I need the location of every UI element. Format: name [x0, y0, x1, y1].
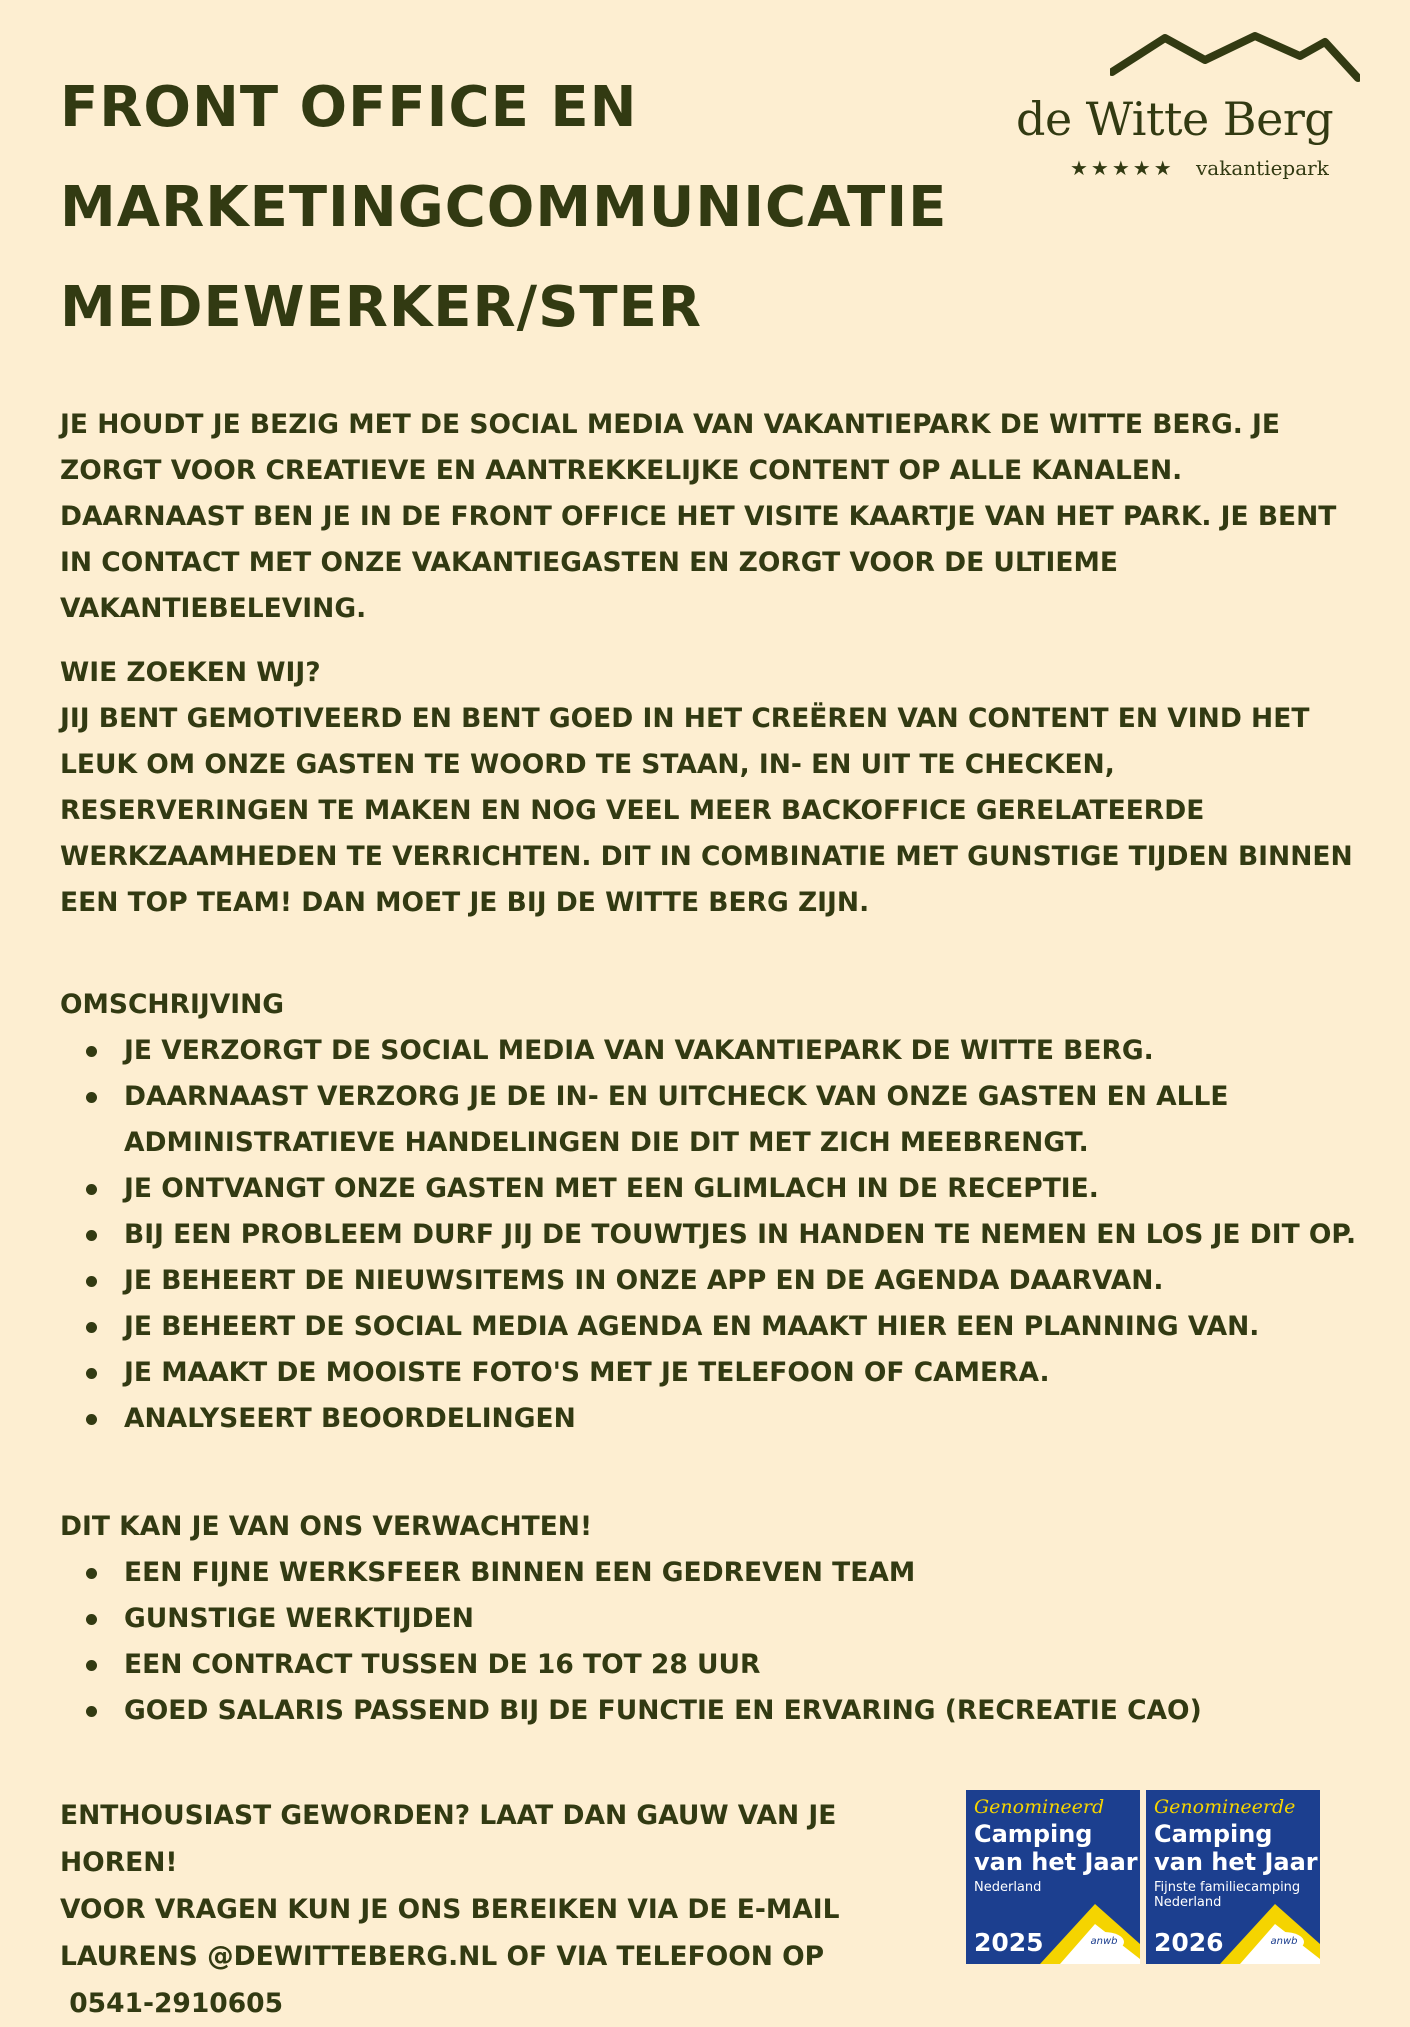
- badge-line1: Camping: [1154, 1820, 1273, 1848]
- list-item: DAARNAAST VERZORG JE DE IN- EN UITCHECK VAN ONZE GASTEN EN ALLE ADMINISTRATIEVE HANDELINGEN DIE DIT MET ZICH MEEBRENGT.: [60, 1074, 1360, 1166]
- title-line-1: FRONT OFFICE EN: [60, 75, 638, 140]
- badge-line1: Camping: [974, 1820, 1093, 1848]
- list-item: ANALYSEERT BEOORDELINGEN: [60, 1396, 1360, 1442]
- list-item: JE ONTVANGT ONZE GASTEN MET EEN GLIMLACH IN DE RECEPTIE.: [60, 1166, 1360, 1212]
- badge-line2: van het Jaar: [974, 1848, 1138, 1876]
- badge-2025: [966, 1790, 1140, 1964]
- list-item: BIJ EEN PROBLEEM DURF JIJ DE TOUWTJES IN HANDEN TE NEMEN EN LOS JE DIT OP.: [60, 1212, 1360, 1258]
- list-item: JE VERZORGT DE SOCIAL MEDIA VAN VAKANTIEPARK DE WITTE BERG.: [60, 1028, 1360, 1074]
- contact-line-2: VOOR VRAGEN KUN JE ONS BEREIKEN VIA DE E-MAIL: [60, 1894, 840, 1925]
- omschrijving-heading: OMSCHRIJVING: [60, 989, 285, 1020]
- anwb-logo: anwb: [1084, 1932, 1124, 1952]
- verwachten-heading: DIT KAN JE VAN ONS VERWACHTEN!: [60, 1511, 593, 1542]
- wie-zoeken-section: [60, 650, 1360, 926]
- badge-top: Genomineerde: [1154, 1796, 1296, 1818]
- wie-zoeken-text: JIJ BENT GEMOTIVEERD EN BENT GOED IN HET CREËREN VAN CONTENT EN VIND HET LEUK OM ONZE GASTEN TE WOORD TE STAAN, IN- EN UIT TE CHECKEN, RESERVERINGEN TE MAKEN EN NOG VEEL MEER BACKOFFICE GERELATEERDE WERKZAAMHEDEN TE VERRICHTEN. DIT IN COMBINATIE MET GUNSTIGE TIJDEN BINNEN EEN TOP TEAM! DAN MOET JE BIJ DE WITTE BERG ZIJN.: [60, 703, 1353, 918]
- page-title: [60, 58, 948, 358]
- logo-name: de Witte Berg: [1016, 92, 1334, 146]
- verwachten-list: [60, 1550, 1360, 1734]
- list-item: GOED SALARIS PASSEND BIJ DE FUNCTIE EN ERVARING (RECREATIE CAO): [60, 1688, 1360, 1734]
- list-item: EEN FIJNE WERKSFEER BINNEN EEN GEDREVEN TEAM: [60, 1550, 1360, 1596]
- list-item: JE MAAKT DE MOOISTE FOTO'S MET JE TELEFOON OF CAMERA.: [60, 1350, 1360, 1396]
- mountain-icon: [1110, 30, 1360, 90]
- badge-2026: [1146, 1790, 1320, 1964]
- title-line-3: MEDEWERKER/STER: [60, 275, 702, 340]
- contact-line-1: ENTHOUSIAST GEWORDEN? LAAT DAN GAUW VAN JE HOREN!: [60, 1800, 837, 1878]
- list-item: GUNSTIGE WERKTIJDEN: [60, 1596, 1360, 1642]
- badge-line2: van het Jaar: [1154, 1848, 1318, 1876]
- list-item: JE BEHEERT DE NIEUWSITEMS IN ONZE APP EN DE AGENDA DAARVAN.: [60, 1258, 1360, 1304]
- badge-sub: Fijnste familiecamping Nederland: [1154, 1880, 1301, 1910]
- contact-line-3[interactable]: LAURENS @DEWITTEBERG.NL OF VIA TELEFOON OP: [60, 1941, 825, 1972]
- omschrijving-list: [60, 1028, 1360, 1442]
- anwb-logo: anwb: [1264, 1932, 1304, 1952]
- badge-sub: Nederland: [974, 1880, 1042, 1895]
- list-item: JE BEHEERT DE SOCIAL MEDIA AGENDA EN MAAKT HIER EEN PLANNING VAN.: [60, 1304, 1360, 1350]
- logo: [1010, 30, 1360, 190]
- intro-text: JE HOUDT JE BEZIG MET DE SOCIAL MEDIA VAN VAKANTIEPARK DE WITTE BERG. JE ZORGT VOOR CREATIEVE EN AANTREKKELIJKE CONTENT OP ALLE KANALEN. DAARNAAST BEN JE IN DE FRONT OFFICE HET VISITE KAARTJE VAN HET PARK. JE BENT IN CONTACT MET ONZE VAKANTIEGASTEN EN ZORGT VOOR DE ULTIEME VAKANTIEBELEVING.: [60, 409, 1337, 624]
- badge-top: Genomineerd: [974, 1796, 1105, 1818]
- award-badges: [966, 1790, 1320, 1964]
- contact-phone[interactable]: 0541-2910605: [60, 1988, 284, 2019]
- list-item: EEN CONTRACT TUSSEN DE 16 TOT 28 UUR: [60, 1642, 1360, 1688]
- logo-stars: ★★★★★: [1070, 156, 1175, 180]
- badge-year: 2026: [1154, 1928, 1224, 1957]
- title-line-2: MARKETINGCOMMUNICATIE: [60, 175, 948, 240]
- omschrijving-section: [60, 982, 1360, 1442]
- wie-zoeken-heading: WIE ZOEKEN WIJ?: [60, 657, 321, 688]
- verwachten-section: [60, 1504, 1360, 1734]
- contact-section: [60, 1792, 960, 2027]
- badge-year: 2025: [974, 1928, 1044, 1957]
- logo-subtitle: vakantiepark: [1196, 156, 1329, 180]
